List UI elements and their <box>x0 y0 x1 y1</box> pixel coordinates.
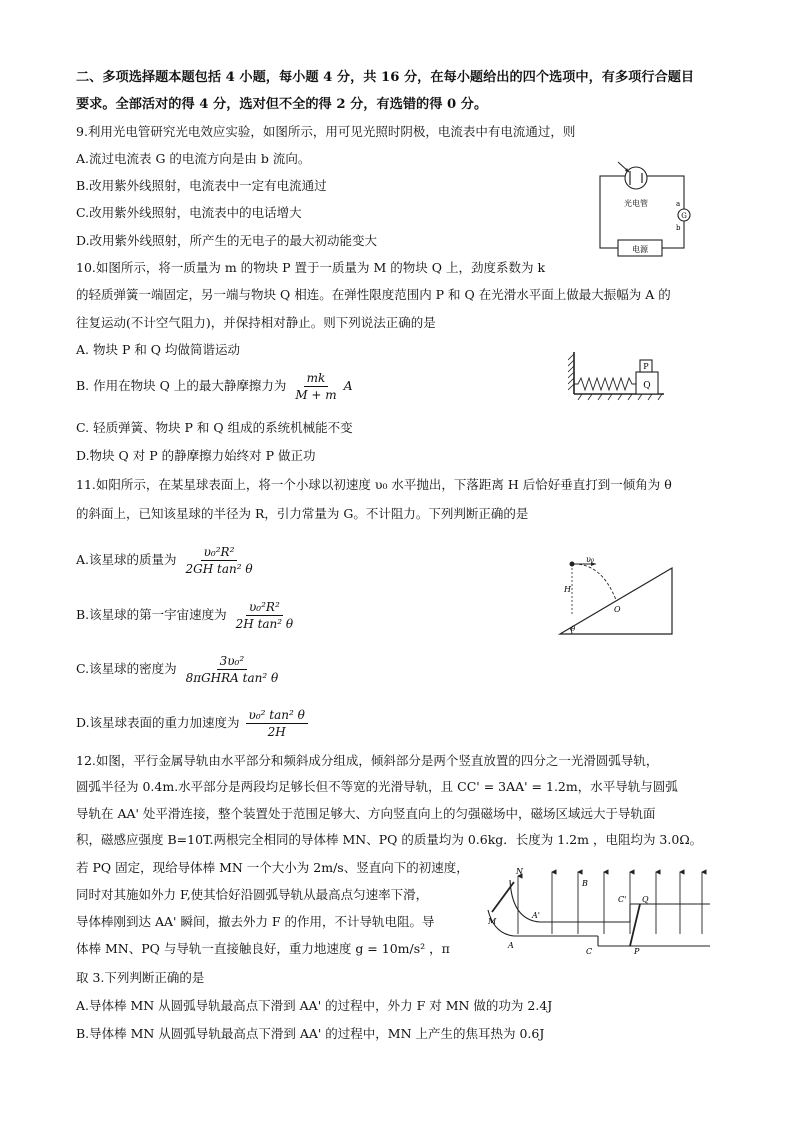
q10-option-b-text: B. 作用在物块 Q 上的最大静摩擦力为 <box>76 378 287 393</box>
point-a-prime-label: A' <box>532 911 540 920</box>
h-label: H <box>564 585 571 594</box>
q11-option-b-text: B.该星球的第一宇宙速度为 <box>76 607 227 622</box>
fraction-numerator: υ₀²R² <box>246 600 283 616</box>
q10-option-d: D.物块 Q 对 P 的静摩擦力始终对 P 做正功 <box>76 448 316 463</box>
q9-stem: 9.利用光电管研究光电效应实验，如图所示，用可见光照时阴极，电流表中有电流通过，则 <box>76 124 576 139</box>
point-a-label: A <box>508 941 514 950</box>
q10-stem-line-1: 10.如图所示，将一质量为 m 的物块 P 置于一质量为 M 的物块 Q 上，劲度系数为 k <box>76 260 546 275</box>
projectile-slope-figure <box>556 556 680 640</box>
q12-line-5: 若 PQ 固定，现给导体棒 MN 一个大小为 2m/s、竖直向下的初速度， <box>76 860 469 875</box>
q12-line-4: 积，磁感应强度 B=10T.两根完全相同的导体棒 MN、PQ 的质量均为 0.6kg．长度为 1.2m ，电阻均为 3.0Ω。 <box>76 832 703 847</box>
spring-block-figure <box>568 350 668 404</box>
fraction-denominator: 2GH tan² θ <box>185 562 253 576</box>
q11-option-c-fraction <box>183 654 282 685</box>
q11-option-d <box>76 708 308 739</box>
q9-option-b: B.改用紫外线照射，电流表中一定有电流通过 <box>76 178 327 193</box>
q11-option-b <box>76 600 296 631</box>
terminal-b-label: b <box>676 224 681 232</box>
q10-option-b-fraction <box>292 371 339 402</box>
tube-label: 光电管 <box>624 199 648 208</box>
q11-option-a-fraction <box>183 545 256 576</box>
q10-option-a: A. 物块 P 和 Q 均做简谐运动 <box>76 342 241 357</box>
q11-stem-line-2: 的斜面上，已知该星球的半径为 R，引力常量为 G。不计阻力。下列判断正确的是 <box>76 506 529 521</box>
q11-option-d-fraction <box>246 708 308 739</box>
q12-line-8: 体棒 MN、PQ 与导轨一直接触良好，重力地速度 g = 10m/s² ，π <box>76 941 450 956</box>
v0-label: υ₀ <box>586 556 595 564</box>
q12-line-6: 同时对其施如外力 F,使其恰好沿圆弧导轨从最高点匀速率下滑， <box>76 887 429 902</box>
q10-stem-line-2: 的轻质弹簧一端固定，另一端与物块 Q 相连。在弹性限度范围内 P 和 Q 在光滑水平面上做最大振幅为 A 的 <box>76 287 671 302</box>
section-header-line-2: 要求。全部活对的得 4 分，选对但不全的得 2 分，有选错的得 0 分。 <box>76 97 488 112</box>
q11-option-b-fraction <box>233 600 296 631</box>
fraction-numerator: υ₀² tan² θ <box>246 708 308 724</box>
q9-option-a: A.流过电流表 G 的电流方向是由 b 流向。 <box>76 151 311 166</box>
block-p-label: P <box>643 362 649 371</box>
q11-option-c <box>76 654 281 685</box>
q9-option-d: D.改用紫外线照射，所产生的无电子的最大初动能变大 <box>76 233 378 248</box>
q11-option-a-text: A.该星球的质量为 <box>76 552 177 567</box>
theta-label: θ <box>571 625 576 633</box>
rod-p-label: P <box>634 947 640 956</box>
q9-option-c: C.改用紫外线照射，电流表中的电话增大 <box>76 205 302 220</box>
point-c-label: C <box>586 947 593 956</box>
fraction-numerator: mk <box>304 371 329 387</box>
q11-stem-line-1: 11.如阳所示，在某星球表面上，将一个小球以初速度 υ₀ 水平抛出，下落距离 H 后恰好垂直打到一倾角为 θ <box>76 477 672 492</box>
point-c-prime-label: C' <box>618 895 627 904</box>
q12-line-3: 导轨在 AA' 处平滑连接，整个装置处于范围足够大、方向竖直向上的匀强磁场中，磁场区域远大于导轨面 <box>76 806 656 821</box>
q12-option-b: B.导体棒 MN 从圆弧导轨最高点下滑到 AA' 的过程中，MN 上产生的焦耳热为 0.6J <box>76 1026 545 1041</box>
rail-magnetic-field-figure <box>480 862 712 956</box>
q10-option-b-suffix: A <box>343 378 353 393</box>
rod-n-label: N <box>516 867 523 876</box>
q12-line-9: 取 3.下列判断正确的是 <box>76 970 205 985</box>
q12-option-a: A.导体棒 MN 从圆弧导轨最高点下滑到 AA' 的过程中，外力 F 对 MN 做的功为 2.4J <box>76 998 553 1013</box>
q10-stem-line-3: 往复运动(不计空气阻力)，并保持相对静止。则下列说法正确的是 <box>76 315 436 330</box>
block-q-label: Q <box>643 381 651 391</box>
photoelectric-circuit-figure <box>594 158 700 262</box>
terminal-a-label: a <box>676 200 681 208</box>
rod-q-label: Q <box>642 895 649 904</box>
field-b-label: B <box>582 879 588 888</box>
fraction-denominator: 8πGHRA tan² θ <box>185 671 279 685</box>
fraction-numerator: υ₀²R² <box>201 545 238 561</box>
fraction-denominator: 2H <box>267 725 286 739</box>
q10-option-b <box>76 371 353 402</box>
q11-option-a <box>76 545 256 576</box>
ammeter-g-label: G <box>681 212 687 220</box>
rod-m-label: M <box>488 917 497 926</box>
fraction-numerator: 3υ₀² <box>217 654 248 670</box>
section-header-line-1: 二、多项选择题本题包括 4 小题，每小题 4 分，共 16 分，在每小题给出的四个选项中，有多项行合题目 <box>76 70 695 85</box>
q10-option-c: C. 轻质弹簧、物块 P 和 Q 组成的系统机械能不变 <box>76 420 353 435</box>
q11-option-c-text: C.该星球的密度为 <box>76 661 177 676</box>
q12-line-1: 12.如图，平行金属导轨由水平部分和频斜成分组成，倾斜部分是两个竖直放置的四分之一光滑圆弧导轨， <box>76 753 659 768</box>
q12-line-7: 导体棒刚到达 AA' 瞬间，撤去外力 F 的作用，不计导轨电阻。导 <box>76 914 435 929</box>
fraction-denominator: M + m <box>295 388 337 402</box>
q11-option-d-text: D.该星球表面的重力加速度为 <box>76 715 240 730</box>
fraction-denominator: 2H tan² θ <box>235 617 294 631</box>
o-label: O <box>614 605 621 614</box>
power-source-label: 电源 <box>632 245 648 254</box>
q12-line-2: 圆弧半径为 0.4m.水平部分是两段均足够长但不等宽的光滑导轨，且 CC' = 3AA' = 1.2m，水平导轨与圆弧 <box>76 779 678 794</box>
